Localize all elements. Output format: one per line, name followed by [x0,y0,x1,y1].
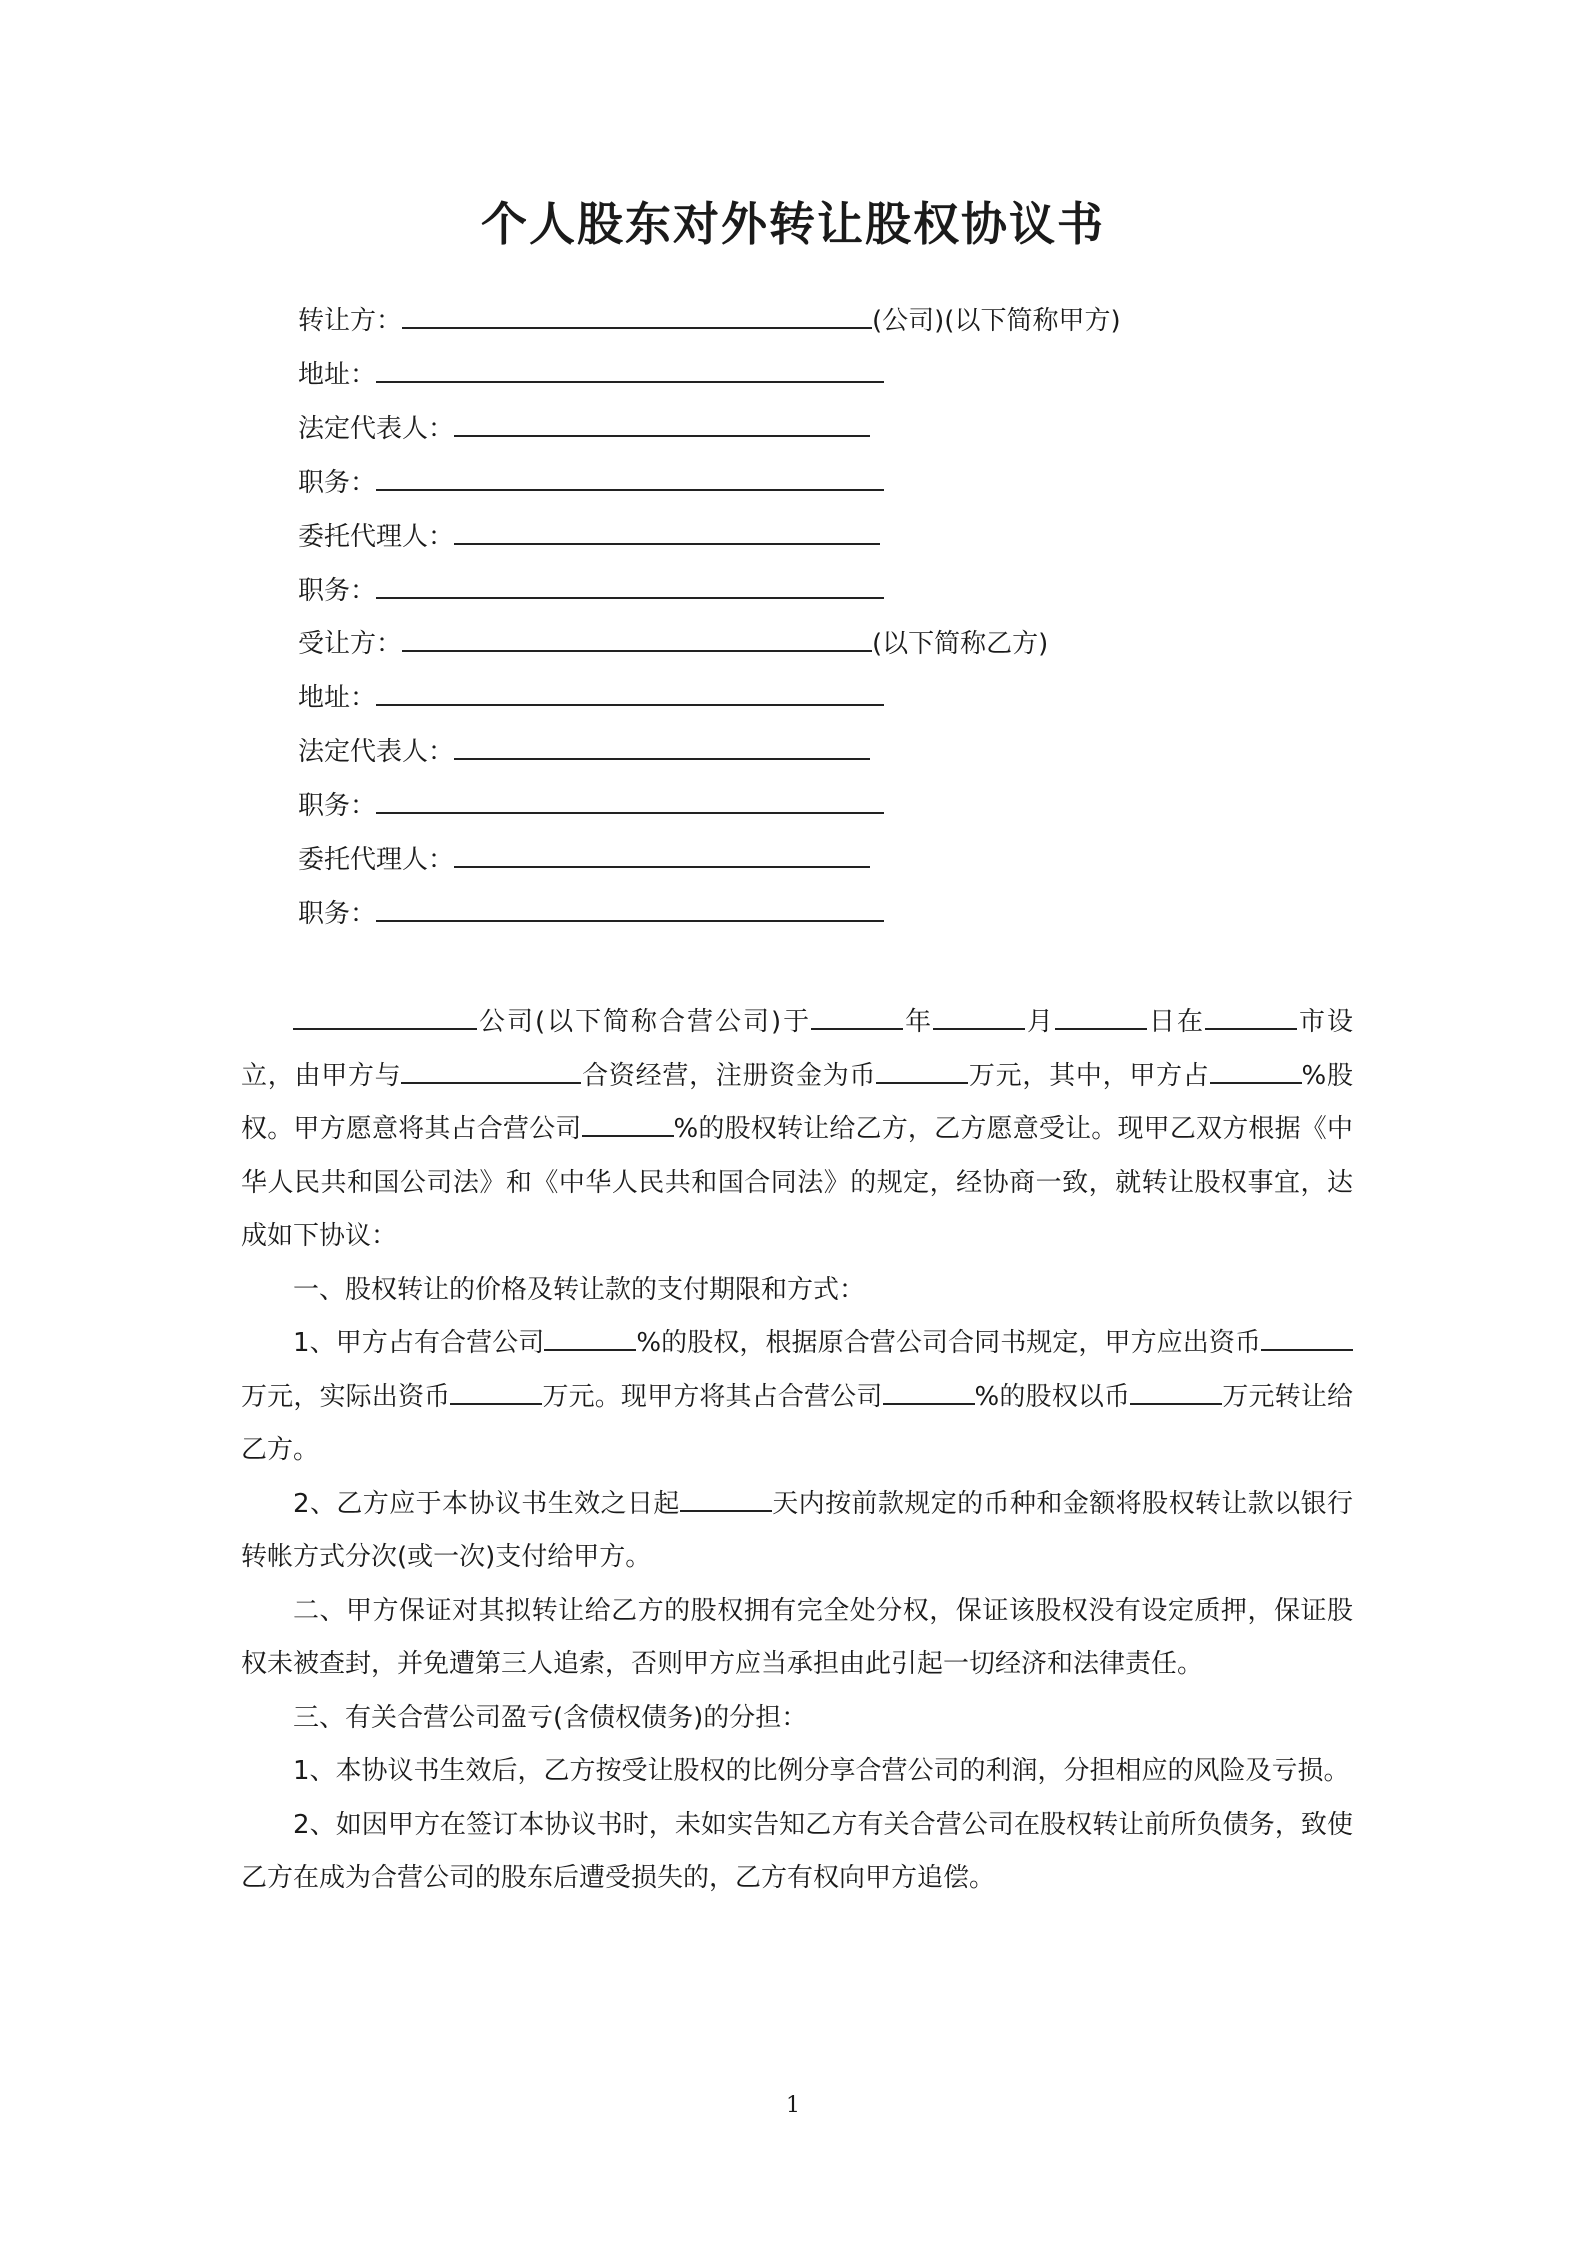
section3-heading: 三、有关合营公司盈亏(含债权债务)的分担： [293,1702,808,1733]
transferee-blank[interactable] [402,628,872,652]
intro-paragraph [241,996,1353,1264]
party-a-address-line [298,357,884,393]
s1-transfer-share-blank[interactable] [883,1383,975,1405]
section1-heading: 一、股权转让的价格及转让款的支付期限和方式： [293,1274,866,1305]
transferor-blank[interactable] [402,305,872,329]
s1-required-capital-blank[interactable] [1261,1329,1353,1351]
party-b-agent-position-line [298,896,884,932]
section2-paragraph: 二、甲方保证对其拟转让给乙方的股权拥有完全处分权，保证该股权没有设定质押，保证股权未被查封，并免遭第三人追索，否则甲方应当承担由此引起一切经济和法律责任。 [241,1595,1353,1679]
intro-text-1: 公司(以下简称合营公司)于 [477,1007,812,1037]
s1-item1-text-6: 万元转让给乙方。 [241,1381,1353,1465]
intro-text-8: %股权。甲方愿意将其占合营公司 [241,1060,1353,1144]
day-blank[interactable] [1055,1008,1147,1030]
s1-item1-text-3: 万元，实际出资币 [241,1381,451,1412]
s1-item1-text-2: %的股权，根据原合营公司合同书规定，甲方应出资币 [636,1328,1261,1358]
transferor-line [298,303,1121,339]
registered-capital-blank[interactable] [876,1062,968,1084]
party-a-share-blank[interactable] [1210,1062,1302,1084]
party-a-legal-rep-line [298,411,870,447]
s1-days-blank[interactable] [680,1490,772,1512]
party-a-address-label: 地址： [298,360,377,390]
party-b-legal-rep-label: 法定代表人： [298,737,455,767]
party-b-address-line [298,680,884,716]
party-a-agent-label: 委托代理人： [298,522,455,552]
transferor-suffix: (公司)(以下简称甲方) [872,306,1121,336]
party-b-agent-label: 委托代理人： [298,845,455,875]
transfer-share-blank[interactable] [582,1115,674,1137]
s1-item1-text-4: 万元。现甲方将其占合营公司 [542,1381,883,1412]
party-b-position-blank[interactable] [376,790,884,814]
intro-text-2: 年 [903,1007,934,1037]
section1-item1 [241,1317,1353,1478]
section3-item1: 1、本协议书生效后，乙方按受让股权的比例分享合营公司的利润，分担相应的风险及亏损。 [293,1756,1350,1786]
intro-text-9: %的股权转让给乙方，乙方愿意受让。现甲乙双方根据《中华人民共和国公司法》和《中华人民共和国合同法》的规定，经协商一致，就转让股权事宜，达成如下协议： [241,1114,1353,1251]
party-a-position-blank[interactable] [376,467,884,491]
party-a-address-blank[interactable] [376,359,884,383]
agreement-body [241,996,1353,1906]
section1-item2 [241,1478,1353,1585]
party-b-address-label: 地址： [298,683,377,713]
intro-text-4: 日在 [1147,1007,1206,1037]
party-b-position-label: 职务： [298,791,377,821]
party-b-address-blank[interactable] [376,682,884,706]
intro-text-5: 市设立，由甲方与 [241,1007,1353,1091]
party-b-agent-line [298,842,870,878]
s1-share-blank[interactable] [544,1329,636,1351]
intro-text-6: 合资经营，注册资金为币 [581,1060,877,1091]
party-a-agent-position-line [298,573,884,609]
month-blank[interactable] [933,1008,1025,1030]
partner-blank[interactable] [401,1062,581,1084]
s1-item1-text-5: %的股权以币 [974,1381,1131,1412]
intro-text-7: 万元，其中，甲方占 [968,1060,1210,1091]
page-number: 1 [786,2093,800,2118]
s1-price-blank[interactable] [1130,1383,1222,1405]
party-b-position-line [298,788,884,824]
company-name-blank[interactable] [293,1008,477,1030]
party-a-position-line [298,465,884,501]
party-a-agent-position-blank[interactable] [376,575,884,599]
party-a-agent-position-label: 职务： [298,576,377,606]
party-a-legal-rep-label: 法定代表人： [298,414,455,444]
section3-item2: 2、如因甲方在签订本协议书时，未如实告知乙方有关合营公司在股权转让前所负债务，致使乙方在成为合营公司的股东后遭受损失的，乙方有权向甲方追偿。 [241,1809,1353,1893]
transferee-line [298,626,1048,662]
s1-item1-text-1: 1、甲方占有合营公司 [293,1328,545,1358]
party-b-legal-rep-line [298,734,870,770]
s1-item2-text-2: 天内按前款规定的币种和金额将股权转让款以银行转帐方式分次(或一次)支付给甲方。 [241,1488,1353,1572]
party-a-agent-line [298,519,880,555]
transferee-suffix: (以下简称乙方) [872,629,1049,659]
document-title: 个人股东对外转让股权协议书 [481,197,1105,251]
party-b-legal-rep-blank[interactable] [454,736,870,760]
party-b-agent-blank[interactable] [454,844,870,868]
party-a-position-label: 职务： [298,468,377,498]
city-blank[interactable] [1205,1008,1297,1030]
transferor-label: 转让方： [298,306,403,336]
party-a-legal-rep-blank[interactable] [454,413,870,437]
party-a-agent-blank[interactable] [454,521,880,545]
s1-actual-capital-blank[interactable] [450,1383,542,1405]
intro-text-3: 月 [1025,1007,1056,1037]
party-b-agent-position-blank[interactable] [376,898,884,922]
transferee-label: 受让方： [298,629,403,659]
year-blank[interactable] [811,1008,903,1030]
s1-item2-text-1: 2、乙方应于本协议书生效之日起 [293,1488,680,1519]
party-b-agent-position-label: 职务： [298,899,377,929]
